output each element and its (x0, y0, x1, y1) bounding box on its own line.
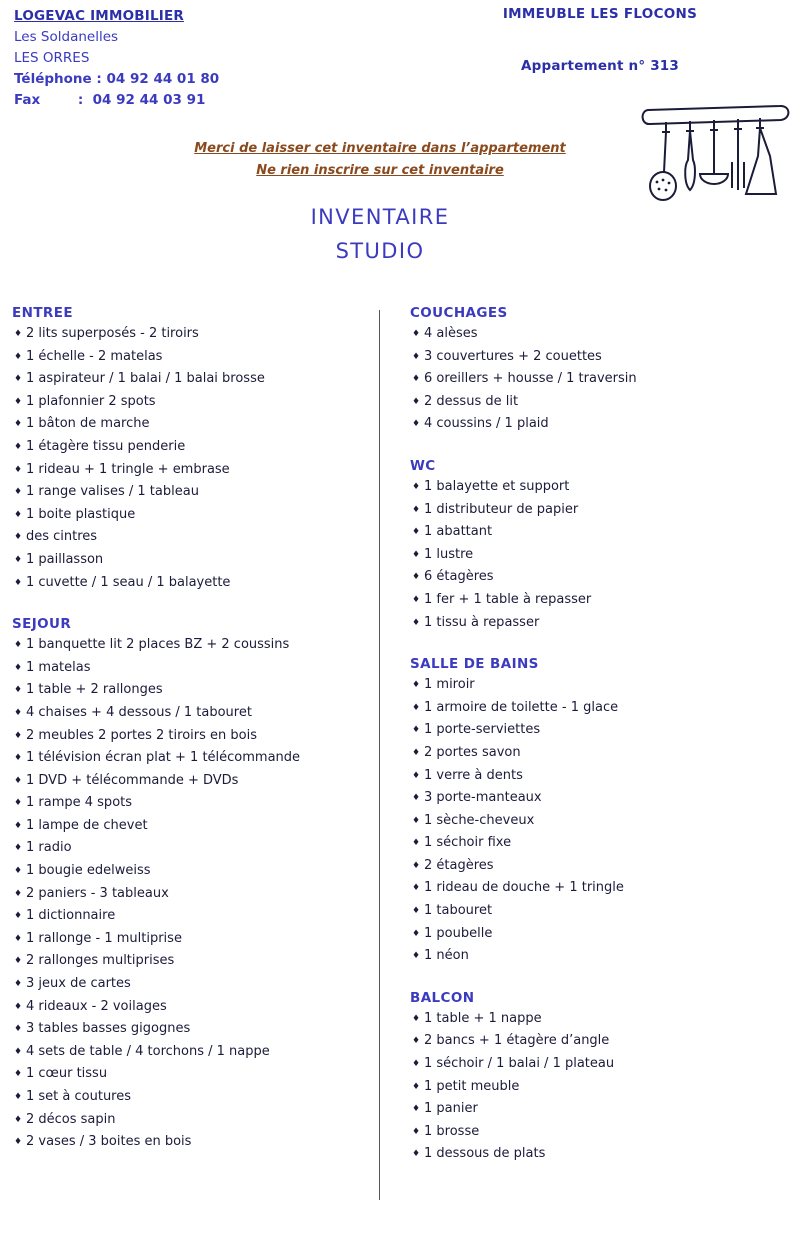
list-item: ♦ 1 cœur tissu (12, 1063, 372, 1086)
list-item: ♦ 2 portes savon (410, 742, 790, 765)
apartment-number: Appartement n° 313 (521, 58, 679, 74)
list-item: ♦ 1 tabouret (410, 900, 790, 923)
agency-block (14, 6, 219, 111)
list-item: ♦ 1 balayette et support (410, 476, 790, 499)
list-item: ♦ 1 échelle - 2 matelas (12, 346, 372, 369)
list-item: ♦ 1 radio (12, 837, 372, 860)
list-item: ♦ 6 étagères (410, 566, 790, 589)
list-item: ♦ 1 séchoir fixe (410, 832, 790, 855)
list-item: ♦ 3 tables basses gigognes (12, 1018, 372, 1041)
list-item: ♦ 1 armoire de toilette - 1 glace (410, 697, 790, 720)
list-item: ♦ 1 séchoir / 1 balai / 1 plateau (410, 1053, 790, 1076)
list-item: ♦ 1 lustre (410, 544, 790, 567)
section-heading: SEJOUR (12, 616, 72, 633)
building-name: IMMEUBLE LES FLOCONS (502, 6, 698, 22)
list-item: ♦ 1 télévision écran plat + 1 télécommande (12, 747, 372, 770)
list-item: ♦ des cintres (12, 526, 372, 549)
list-item: ♦ 4 alèses (410, 323, 790, 346)
list-item: ♦ 1 néon (410, 945, 790, 968)
list-item: ♦ 1 dictionnaire (12, 905, 372, 928)
list-item: ♦ 1 panier (410, 1098, 790, 1121)
list-item: ♦ 1 lampe de chevet (12, 815, 372, 838)
document-header (0, 0, 803, 108)
section-heading: ENTREE (12, 305, 73, 321)
list-item: ♦ 1 rideau de douche + 1 tringle (410, 877, 790, 900)
section-heading: SALLE DE BAINS (410, 656, 539, 673)
agency-name: LOGEVAC IMMOBILIER (14, 8, 185, 24)
list-item: ♦ 1 tissu à repasser (410, 612, 790, 635)
list-item: ♦ 1 porte-serviettes (410, 719, 790, 742)
section-item-list (410, 1008, 790, 1166)
section-item-list (410, 674, 790, 968)
list-item: ♦ 3 porte-manteaux (410, 787, 790, 810)
list-item: ♦ 1 set à coutures (12, 1086, 372, 1109)
list-item: ♦ 1 DVD + télécommande + DVDs (12, 770, 372, 793)
right-column (410, 305, 790, 1166)
list-item: ♦ 1 rampe 4 spots (12, 792, 372, 815)
list-item: ♦ 2 rallonges multiprises (12, 950, 372, 973)
list-item: ♦ 2 étagères (410, 855, 790, 878)
list-item: ♦ 1 matelas (12, 657, 372, 680)
agency-fax: Fax : 04 92 44 03 91 (14, 92, 206, 108)
list-item: ♦ 2 vases / 3 boites en bois (12, 1131, 372, 1154)
list-item: ♦ 1 bâton de marche (12, 413, 372, 436)
list-item: ♦ 1 dessous de plats (410, 1143, 790, 1166)
list-item: ♦ 2 lits superposés - 2 tiroirs (12, 323, 372, 346)
list-item: ♦ 1 distributeur de papier (410, 499, 790, 522)
agency-phone: Téléphone : 04 92 44 01 80 (14, 71, 220, 87)
list-item: ♦ 1 banquette lit 2 places BZ + 2 coussins (12, 634, 372, 657)
section-item-list (12, 323, 372, 594)
page-title (0, 200, 760, 268)
agency-address-line-1: Les Soldanelles (14, 29, 119, 45)
list-item: ♦ 1 fer + 1 table à repasser (410, 589, 790, 612)
title-line-1: INVENTAIRE (310, 205, 450, 229)
list-item: ♦ 2 meubles 2 portes 2 tiroirs en bois (12, 725, 372, 748)
list-item: ♦ 2 bancs + 1 étagère d’angle (410, 1030, 790, 1053)
section-heading: COUCHAGES (410, 305, 508, 321)
list-item: ♦ 4 chaises + 4 dessous / 1 tabouret (12, 702, 372, 725)
list-item: ♦ 4 sets de table / 4 torchons / 1 nappe (12, 1041, 372, 1064)
section-sejour (12, 616, 372, 1154)
list-item: ♦ 1 cuvette / 1 seau / 1 balayette (12, 572, 372, 595)
left-column (12, 305, 372, 1154)
list-item: ♦ 1 rallonge - 1 multiprise (12, 928, 372, 951)
list-item: ♦ 1 table + 1 nappe (410, 1008, 790, 1031)
list-item: ♦ 2 décos sapin (12, 1109, 372, 1132)
list-item: ♦ 1 brosse (410, 1121, 790, 1144)
list-item: ♦ 1 verre à dents (410, 765, 790, 788)
column-divider (379, 310, 380, 1200)
list-item: ♦ 3 jeux de cartes (12, 973, 372, 996)
list-item: ♦ 1 bougie edelweiss (12, 860, 372, 883)
section-heading: WC (410, 457, 436, 474)
section-wc (410, 458, 790, 634)
list-item: ♦ 1 étagère tissu penderie (12, 436, 372, 459)
list-item: ♦ 1 miroir (410, 674, 790, 697)
inventory-columns (0, 305, 803, 1205)
list-item: ♦ 1 poubelle (410, 923, 790, 946)
title-line-2: STUDIO (335, 239, 425, 263)
list-item: ♦ 1 boite plastique (12, 504, 372, 527)
list-item: ♦ 4 rideaux - 2 voilages (12, 996, 372, 1019)
notice-line-1: Merci de laisser cet inventaire dans l’appartement (194, 141, 566, 156)
section-item-list (12, 634, 372, 1154)
list-item: ♦ 1 sèche-cheveux (410, 810, 790, 833)
section-item-list (410, 323, 790, 436)
list-item: ♦ 4 coussins / 1 plaid (410, 413, 790, 436)
section-item-list (410, 476, 790, 634)
list-item: ♦ 6 oreillers + housse / 1 traversin (410, 368, 790, 391)
list-item: ♦ 1 plafonnier 2 spots (12, 391, 372, 414)
list-item: ♦ 1 petit meuble (410, 1076, 790, 1099)
list-item: ♦ 2 paniers - 3 tableaux (12, 883, 372, 906)
notice-block (0, 138, 760, 182)
section-heading: BALCON (410, 989, 475, 1006)
agency-address-line-2: LES ORRES (14, 50, 90, 66)
property-block (430, 6, 770, 74)
list-item: ♦ 1 paillasson (12, 549, 372, 572)
list-item: ♦ 1 range valises / 1 tableau (12, 481, 372, 504)
list-item: ♦ 1 table + 2 rallonges (12, 679, 372, 702)
list-item: ♦ 2 dessus de lit (410, 391, 790, 414)
list-item: ♦ 1 abattant (410, 521, 790, 544)
list-item: ♦ 1 rideau + 1 tringle + embrase (12, 459, 372, 482)
section-balcon (410, 990, 790, 1166)
list-item: ♦ 1 aspirateur / 1 balai / 1 balai brosse (12, 368, 372, 391)
list-item: ♦ 3 couvertures + 2 couettes (410, 346, 790, 369)
section-couchages (410, 305, 790, 436)
section-entree (12, 305, 372, 594)
notice-line-2: Ne rien inscrire sur cet inventaire (256, 163, 504, 178)
section-salle-de-bains (410, 656, 790, 968)
